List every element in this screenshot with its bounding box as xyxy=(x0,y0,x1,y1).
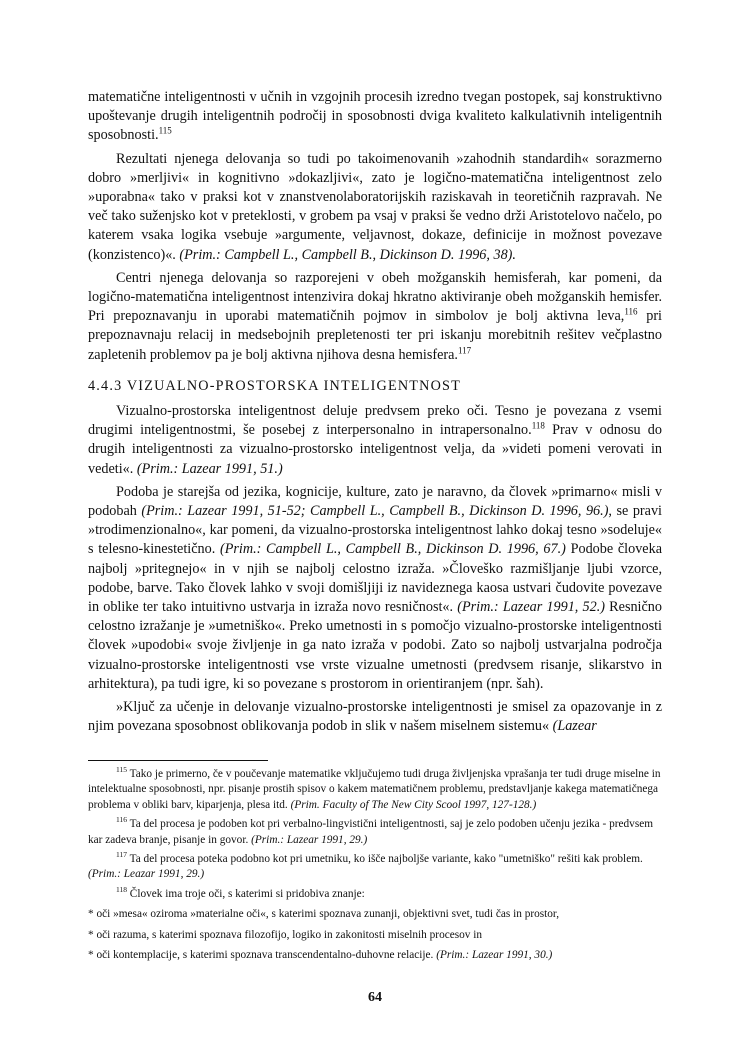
paragraph-2 xyxy=(88,150,662,265)
page-number: 64 xyxy=(368,990,382,1005)
footnote-text: * oči kontemplacije, s katerimi spoznava transcendentalno-duhovne relacije. xyxy=(88,949,437,962)
footnote-ref-118[interactable]: 118 xyxy=(531,420,545,431)
citation: (Prim.: Lazear 1991, 51-52; Campbell L., Campbell B., Dickinson D. 1996, 96.) xyxy=(141,503,609,520)
footnote-text: Ta del procesa poteka podobno kot pri umetniku, ko išče najboljše variante, kako "umetniško" rešiti kak problem. xyxy=(126,853,643,866)
main-text xyxy=(88,88,662,737)
paragraph-text: Rezultati njenega delovanja so tudi po takoimenovanih »zahodnih standardih« sorazmerno dobro »merljivi« in kognitivno »dokazljivi«, zato je logično-matematična inteligentnost zelo »uporabna« tako v praksi kot v znanstvenolaboratorijskih raziskavah in teoretičnih razpravah. Ne več tako suženjsko kot v preteklosti, v grobem pa vsaj v praksi še vedno drži Aristotelovo načelo, po katerem vsaka logika vsebuje »argumente, veljavnost, dokaze, definicije in možnost povezave (konzistenco)«. xyxy=(88,150,662,263)
paragraph-text: Prav v odnosu do drugih inteligentnosti za vizualno-prostorsko inteligentnost velja, da »videti pomeni verovati in vedeti«. xyxy=(88,422,662,477)
citation: (Prim.: Lazear 1991, 51.) xyxy=(136,460,283,477)
citation: (Prim.: Leazar 1991, 29.) xyxy=(88,868,205,881)
paragraph-text: matematične inteligentnosti v učnih in vzgojnih procesih izredno tvegan postopek, saj konstruktivno upoštevanje drugih inteligentnih področij in sposobnosti dviga kvaliteto kalkulativnih inteligentnih sposobnosti. xyxy=(88,89,662,144)
footnotes xyxy=(88,767,662,968)
paragraph-text: »Ključ za učenje in delovanje vizualno-prostorske inteligentnosti je smisel za opazovanje in z njim povezana sposobnost oblikovanja podob in slik v našem miselnem sistemu« xyxy=(88,699,662,735)
footnote-118-bullet-2: * oči razuma, s katerimi spoznava filozofijo, logiko in zakonitosti miselnih procesov in xyxy=(88,928,483,941)
footnote-separator xyxy=(88,760,268,761)
footnote-ref-115[interactable]: 115 xyxy=(158,125,172,136)
footnote-ref-117[interactable]: 117 xyxy=(457,344,472,355)
citation: (Prim.: Lazear 1991, 52.) xyxy=(457,599,605,616)
footnote-118-bullet-3 xyxy=(88,948,662,963)
footnote-text: Ta del procesa je podoben kot pri verbalno-lingvistični inteligentnosti, saj je zelo podoben učenju jezika - predvsem kar zadeva branje, pisanje in govor. xyxy=(88,818,654,846)
paragraph-1 xyxy=(88,88,662,146)
paragraph-text: Centri njenega delovanja so razporejeni v obeh možganskih hemisferah, kar pomeni, da logično-matematična inteligentnost intenzivira dokaj hkratno aktiviranje obeh možganskih hemisfer. Pri prepoznavanju in uporabi matematičnih pojmov in simbolov je bolj aktivna leva, xyxy=(88,269,662,325)
footnote-118-bullet-1: * oči »mesa« oziroma »materialne oči«, s katerimi spoznava zunanji, objektivni svet, tudi čas in prostor, xyxy=(88,908,560,921)
paragraph-3 xyxy=(88,269,662,365)
citation: (Lazear xyxy=(552,718,597,735)
paragraph-text: Vizualno-prostorska inteligentnost deluje predvsem preko oči. Tesno je povezana z vsemi drugimi inteligentnostmi, še posebej z interpersonalno in intrapersonalno. xyxy=(88,403,662,439)
footnote-text: Tako je primerno, če v poučevanje matematike vključujemo tudi druga življenjska vprašanja ter tudi druge miselne in intelektualne sposobnosti, npr. pisanje prostih spisov o kakem matematičnem problemu, predstavljanje kakega matematičnega problema v obliki barv, kiparjenja, plesa itd. xyxy=(88,768,661,811)
paragraph-text: , se pravi »trodimenzionalno«, kar pomeni, da vizualno-prostorska inteligentnost lahko dokaj tesno »sodeluje« s telesno-kinestetično. xyxy=(88,503,662,558)
paragraph-text: Podobe človeka najbolj »pritegnejo« in v njih se najbolj celostno izraža. »Človeško razmišljanje ljubi vzorce, podobe, barve. Tako človek lahko v svoji domišljiji iz navideznega kaosa ustvari čudovite povezave in oblike ter tako intuitivno ustvarja in izraža novo resničnost«. xyxy=(88,541,662,616)
citation: (Prim.: Lazear 1991, 29.) xyxy=(251,833,368,846)
paragraph-6 xyxy=(88,698,662,736)
citation: (Prim. Faculty of The New City Scool 1997, 127-128.) xyxy=(290,798,537,811)
footnote-ref-116[interactable]: 116 xyxy=(624,306,638,317)
paragraph-5 xyxy=(88,483,662,694)
citation: (Prim.: Lazear 1991, 30.) xyxy=(436,949,553,962)
paragraph-text: Resnično celostno izražanje je »umetniško«. Preko umetnosti in s pomočjo vizualno-prostorske inteligentnosti človek »upodobi« svoje življenje in ga nato izraža v podobi. Zato so najbolj ustvarjalna področja vizualno-prostorske inteligentnosti vse vrste vizualne umetnosti (predvsem risanje, slikarstvo in arhitektura), pa tudi igre, ki so povezane s prostorom in orientiranjem (npr. šah). xyxy=(88,599,662,692)
footnote-117 xyxy=(88,852,662,883)
footnote-text: Človek ima troje oči, s katerimi si pridobiva znanje: xyxy=(126,887,365,900)
footnote-115 xyxy=(88,767,662,813)
footnote-number: 118 xyxy=(116,885,127,895)
footnote-number: 117 xyxy=(116,850,127,860)
paragraph-4 xyxy=(88,402,662,479)
citation: (Prim.: Campbell L., Campbell B., Dickinson D. 1996, 38). xyxy=(179,246,516,263)
footnote-number: 116 xyxy=(116,815,127,825)
footnote-118 xyxy=(88,887,662,902)
footnote-116 xyxy=(88,817,662,848)
section-heading: 4.4.3 VIZUALNO-PROSTORSKA INTELIGENTNOST xyxy=(88,377,461,394)
citation: (Prim.: Campbell L., Campbell B., Dickinson D. 1996, 67.) xyxy=(219,541,566,558)
paragraph-text: pri prepoznavnaju relacij in medsebojnih prepletenosti ter pri iskanju morebitnih rešitev večplastno zapletenih problemov pa je bolj aktivna njihova desna hemisfera. xyxy=(88,308,662,363)
footnote-number: 115 xyxy=(116,765,127,775)
paragraph-text: Podoba je starejša od jezika, kognicije, kulture, zato je naravno, da človek »primarno« misli v podobah xyxy=(88,483,662,520)
